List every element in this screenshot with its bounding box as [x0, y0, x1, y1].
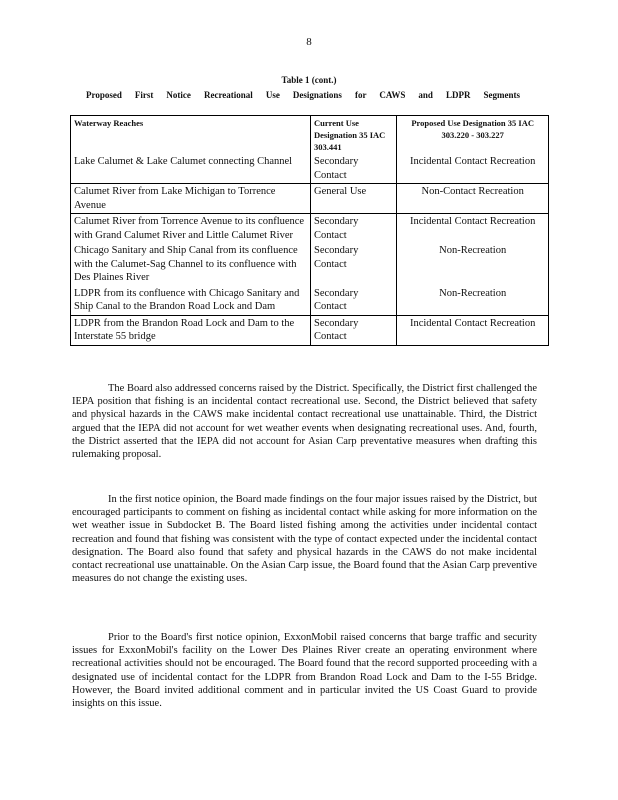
- current-use-cell: Secondary Contact: [311, 286, 397, 316]
- page-number: 8: [306, 36, 312, 48]
- reach-cell: Calumet River from Torrence Avenue to its confluence with Grand Calumet River and Little Calumet River: [71, 214, 311, 244]
- table-title: Table 1 (cont.): [281, 75, 337, 85]
- proposed-use-cell: Incidental Contact Recreation: [397, 315, 549, 345]
- table-row: [71, 154, 549, 184]
- paragraph-first-notice-findings: In the first notice opinion, the Board made findings on the four major issues raised by the District, but encouraged participants to comment on fishing as incidental contact while asking for more information on the wet weather issue in Subdocket B. The Board listed fishing among the activities under incidental contact recreation and found that fishing was consistent with the type of contact expected under the incidental contact designation. The Board also found that safety and physical hazards in the CAWS do not make incidental contact recreational use unattainable. On the Asian Carp issue, the Board found that the Asian Carp preventive measures do not change the existing uses.: [72, 494, 537, 585]
- header-waterway-reaches: Waterway Reaches: [71, 116, 311, 155]
- current-use-cell: Secondary Contact: [311, 214, 397, 244]
- proposed-use-cell: Non-Recreation: [397, 243, 549, 286]
- proposed-use-cell: Non-Contact Recreation: [397, 184, 549, 214]
- body-paragraph: [72, 631, 537, 710]
- table-row: [71, 243, 549, 286]
- reach-cell: Calumet River from Lake Michigan to Torrence Avenue: [71, 184, 311, 214]
- body-paragraph: [72, 493, 537, 585]
- proposed-use-cell: Non-Recreation: [397, 286, 549, 316]
- proposed-use-cell: Incidental Contact Recreation: [397, 154, 549, 184]
- header-proposed-designation: Proposed Use Designation 35 IAC 303.220 - 303.227: [397, 116, 549, 155]
- current-use-cell: General Use: [311, 184, 397, 214]
- table-row: [71, 315, 549, 345]
- table-caption: Proposed First Notice Recreational Use Designations for CAWS and LDPR Segments: [86, 90, 520, 100]
- proposed-use-cell: Incidental Contact Recreation: [397, 214, 549, 244]
- current-use-cell: Secondary Contact: [311, 243, 397, 286]
- reach-cell: LDPR from the Brandon Road Lock and Dam to the Interstate 55 bridge: [71, 315, 311, 345]
- reach-cell: Chicago Sanitary and Ship Canal from its confluence with the Calumet-Sag Channel to its confluence with Des Plaines River: [71, 243, 311, 286]
- current-use-cell: Secondary Contact: [311, 154, 397, 184]
- current-use-cell: Secondary Contact: [311, 315, 397, 345]
- paragraph-district-concerns: The Board also addressed concerns raised by the District. Specifically, the District first challenged the IEPA position that fishing is an incidental contact recreational use. Second, the District believed that safety and physical hazards in the CAWS make incidental contact recreational use unattainable. Third, the District argued that the IEPA did not account for wet weather events when designating recreational uses. And, fourth, the District asserted that the IEPA did not account for Asian Carp preventative measures when drafting this rulemaking proposal.: [72, 383, 537, 461]
- paragraph-exxonmobil: Prior to the Board's first notice opinion, ExxonMobil raised concerns that barge traffic and security issues for ExxonMobil's facility on the Lower Des Plaines River create an operating environment where recreational activities should not be encouraged. The Board found that the record supported proceeding with a designated use of incidental contact for the LDPR from Brandon Road Lock and Dam to the I-55 Bridge. However, the Board invited additional comment and in particular invited the US Coast Guard to provide insights on this issue.: [72, 632, 537, 710]
- table-row: [71, 286, 549, 316]
- table-row: [71, 184, 549, 214]
- reach-cell: Lake Calumet & Lake Calumet connecting Channel: [71, 154, 311, 184]
- header-current-designation: Current Use Designation 35 IAC 303.441: [311, 116, 397, 155]
- reach-cell: LDPR from its confluence with Chicago Sanitary and Ship Canal to the Brandon Road Lock and Dam: [71, 286, 311, 316]
- body-paragraph: [72, 382, 537, 461]
- table-row: [71, 214, 549, 244]
- recreational-use-table: [70, 115, 549, 346]
